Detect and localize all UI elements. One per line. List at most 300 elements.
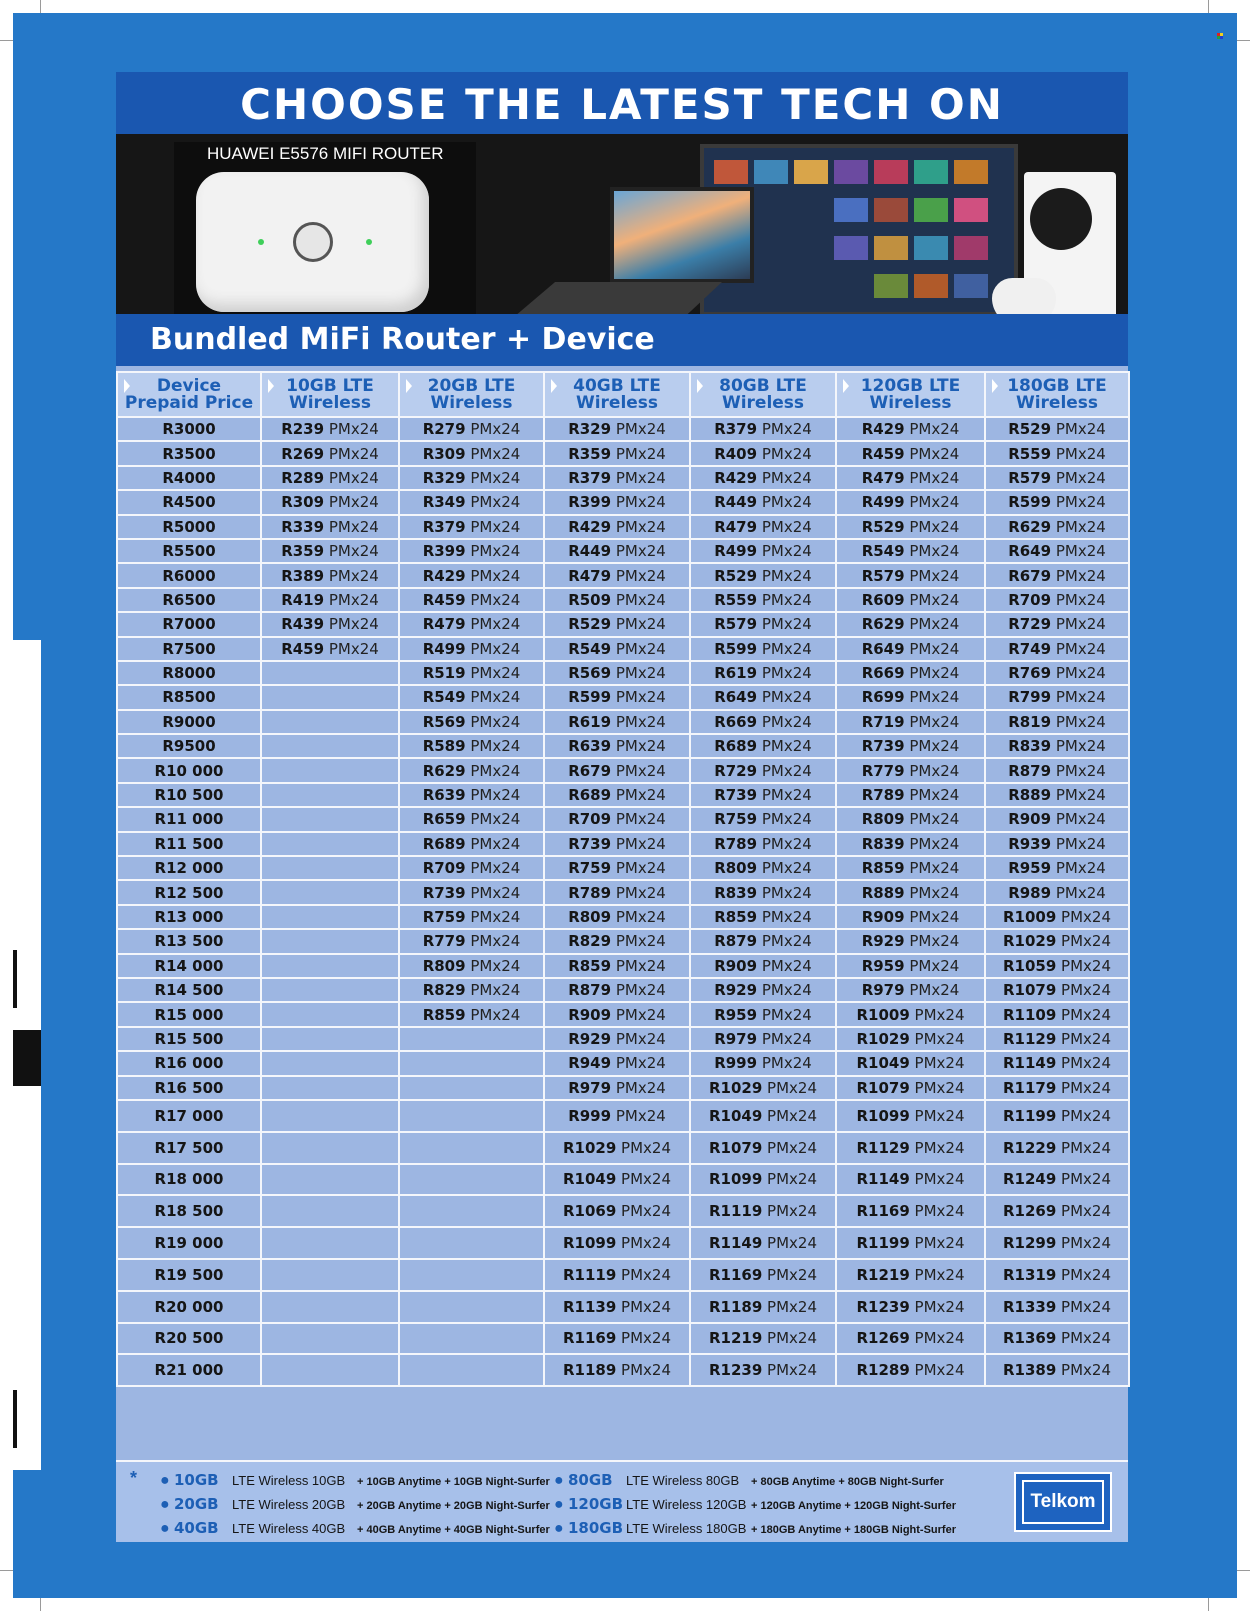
- monthly-price-cell: [261, 1195, 399, 1227]
- term-suffix: PMx24: [1051, 468, 1106, 487]
- term-suffix: PMx24: [324, 493, 379, 512]
- term-suffix: PMx24: [465, 1005, 521, 1024]
- monthly-price-value: R529: [568, 615, 612, 634]
- column-header-plan: [690, 372, 836, 417]
- monthly-price-cell: [836, 1051, 985, 1075]
- header-label-line: Wireless: [721, 392, 805, 413]
- term-suffix: PMx24: [904, 542, 960, 561]
- tv-tile: [754, 160, 788, 184]
- term-suffix: PMx24: [1056, 1297, 1112, 1316]
- console-vent: [1030, 188, 1092, 250]
- column-header-plan: [399, 372, 544, 417]
- term-suffix: PMx24: [1051, 566, 1106, 585]
- monthly-price-value: R1169: [856, 1202, 910, 1221]
- monthly-price-cell: [836, 1027, 985, 1051]
- table-row: [117, 783, 1129, 807]
- monthly-price-cell: [399, 905, 544, 929]
- term-suffix: PMx24: [465, 834, 521, 853]
- term-suffix: PMx24: [1056, 1202, 1112, 1221]
- monthly-price-value: R429: [422, 566, 466, 585]
- term-suffix: PMx24: [757, 542, 812, 561]
- term-suffix: PMx24: [1056, 981, 1112, 1000]
- term-suffix: PMx24: [757, 590, 812, 609]
- term-suffix: PMx24: [757, 981, 812, 1000]
- term-suffix: PMx24: [762, 1297, 818, 1316]
- monthly-price-value: R339: [281, 517, 325, 536]
- monthly-price-cell: [985, 1051, 1129, 1075]
- term-suffix: PMx24: [757, 493, 812, 512]
- monthly-price-value: R1119: [708, 1202, 763, 1221]
- device-price-cell: R15 000: [117, 1002, 261, 1026]
- monthly-price-value: R1099: [562, 1234, 617, 1253]
- monthly-price-value: R1009: [1002, 908, 1057, 926]
- monthly-price-cell: [261, 588, 399, 612]
- monthly-price-value: R759: [714, 810, 758, 829]
- monthly-price-cell: [836, 441, 985, 465]
- monthly-price-cell: [544, 1291, 690, 1323]
- header-label-line: Wireless: [430, 392, 513, 413]
- monthly-price-value: R579: [861, 566, 905, 585]
- table-row: [117, 563, 1129, 587]
- monthly-price-value: R309: [422, 444, 466, 463]
- term-suffix: PMx24: [757, 761, 812, 780]
- table-row: [117, 710, 1129, 734]
- monthly-price-cell: [836, 1291, 985, 1323]
- monthly-price-cell: [836, 1195, 985, 1227]
- monthly-price-value: R529: [1008, 420, 1052, 439]
- monthly-price-cell: [690, 905, 836, 929]
- monthly-price-cell: [399, 856, 544, 880]
- term-suffix: PMx24: [465, 493, 521, 512]
- table-row: [117, 1323, 1129, 1355]
- tv-tile: [914, 160, 948, 184]
- table-row: [117, 1354, 1129, 1386]
- term-suffix: PMx24: [616, 1170, 672, 1189]
- monthly-price-cell: [836, 1354, 985, 1386]
- monthly-price-cell: [261, 1354, 399, 1386]
- term-suffix: PMx24: [465, 420, 521, 439]
- monthly-price-value: R859: [861, 859, 905, 878]
- term-suffix: PMx24: [909, 1202, 965, 1221]
- term-suffix: PMx24: [909, 1106, 965, 1125]
- monthly-price-value: R689: [568, 786, 612, 805]
- monthly-price-cell: [261, 905, 399, 929]
- monthly-price-value: R779: [861, 761, 905, 780]
- monthly-price-value: R289: [281, 468, 325, 487]
- header-label-line: Wireless: [288, 392, 372, 413]
- term-suffix: PMx24: [465, 908, 521, 926]
- monthly-price-value: R649: [861, 639, 905, 658]
- table-row: [117, 880, 1129, 904]
- monthly-price-cell: [690, 466, 836, 490]
- legend-extra: + 40GB Anytime + 40GB Night-Surfer: [357, 1524, 550, 1536]
- monthly-price-cell: [985, 1002, 1129, 1026]
- monthly-price-cell: [836, 661, 985, 685]
- term-suffix: PMx24: [757, 883, 812, 902]
- legend: [116, 1460, 1128, 1542]
- term-suffix: PMx24: [904, 420, 960, 439]
- monthly-price-value: R909: [1008, 810, 1052, 829]
- header-label-line: Prepaid Price: [124, 392, 254, 413]
- monthly-price-value: R1189: [562, 1361, 617, 1380]
- term-suffix: PMx24: [909, 1054, 965, 1073]
- monthly-price-cell: [985, 685, 1129, 709]
- term-suffix: PMx24: [465, 883, 521, 902]
- table-row: [117, 1132, 1129, 1164]
- header-arrow-icon: [124, 379, 130, 393]
- device-price-cell: R20 500: [117, 1323, 261, 1355]
- monthly-price-value: R1219: [708, 1329, 763, 1348]
- monthly-price-cell: [261, 1002, 399, 1026]
- monthly-price-value: R279: [422, 420, 466, 439]
- term-suffix: PMx24: [762, 1078, 818, 1097]
- monthly-price-cell: [836, 1164, 985, 1196]
- term-suffix: PMx24: [1051, 859, 1106, 878]
- legend-extra: + 20GB Anytime + 20GB Night-Surfer: [357, 1500, 550, 1512]
- monthly-price-cell: [985, 1100, 1129, 1132]
- device-price-cell: R15 500: [117, 1027, 261, 1051]
- term-suffix: PMx24: [611, 1054, 666, 1073]
- term-suffix: PMx24: [909, 1005, 965, 1024]
- monthly-price-cell: [399, 783, 544, 807]
- device-price-cell: R12 500: [117, 880, 261, 904]
- device-price-cell: R10 500: [117, 783, 261, 807]
- monthly-price-value: R789: [714, 834, 758, 853]
- legend-plan-name: LTE Wireless 120GB: [626, 1497, 747, 1512]
- monthly-price-cell: [690, 856, 836, 880]
- monthly-price-value: R1219: [856, 1265, 910, 1284]
- monthly-price-value: R709: [422, 859, 466, 878]
- monthly-price-cell: [985, 1132, 1129, 1164]
- term-suffix: PMx24: [1056, 932, 1112, 951]
- monthly-price-value: R1079: [708, 1138, 763, 1157]
- header-arrow-icon: [406, 379, 412, 393]
- term-suffix: PMx24: [1051, 615, 1106, 634]
- monthly-price-value: R1129: [1002, 1029, 1057, 1048]
- monthly-price-cell: [261, 515, 399, 539]
- monthly-price-value: R959: [1008, 859, 1052, 878]
- term-suffix: PMx24: [324, 468, 379, 487]
- monthly-price-value: R499: [861, 493, 905, 512]
- monthly-price-value: R739: [714, 786, 758, 805]
- monthly-price-value: R1049: [562, 1170, 617, 1189]
- legend-size: 80GB: [568, 1471, 613, 1489]
- monthly-price-cell: [836, 832, 985, 856]
- monthly-price-cell: [836, 588, 985, 612]
- tv-tile: [794, 160, 828, 184]
- term-suffix: PMx24: [1051, 688, 1106, 707]
- term-suffix: PMx24: [1056, 1329, 1112, 1348]
- legend-plan-name: LTE Wireless 80GB: [626, 1473, 740, 1488]
- monthly-price-value: R809: [714, 859, 758, 878]
- brand-name: Telkom: [1022, 1480, 1104, 1524]
- monthly-price-value: R729: [714, 761, 758, 780]
- monthly-price-cell: [836, 637, 985, 661]
- monthly-price-cell: [544, 978, 690, 1002]
- monthly-price-value: R1299: [1002, 1234, 1057, 1253]
- monthly-price-cell: [690, 417, 836, 441]
- monthly-price-value: R809: [422, 956, 466, 975]
- monthly-price-cell: [399, 441, 544, 465]
- device-price-cell: R5000: [117, 515, 261, 539]
- monthly-price-value: R509: [568, 590, 612, 609]
- monthly-price-value: R1049: [856, 1054, 910, 1073]
- legend-item: [554, 1516, 956, 1540]
- monthly-price-cell: [985, 1227, 1129, 1259]
- table-row: [117, 1195, 1129, 1227]
- monthly-price-value: R809: [861, 810, 905, 829]
- monthly-price-value: R429: [714, 468, 758, 487]
- monthly-price-cell: [690, 1164, 836, 1196]
- monthly-price-cell: [399, 515, 544, 539]
- device-price-cell: R16 500: [117, 1076, 261, 1100]
- monthly-price-cell: [836, 880, 985, 904]
- monthly-price-value: R459: [422, 590, 466, 609]
- term-suffix: PMx24: [465, 932, 521, 951]
- monthly-price-cell: [836, 758, 985, 782]
- monthly-price-value: R789: [568, 883, 612, 902]
- monthly-price-value: R1099: [856, 1106, 910, 1125]
- monthly-price-cell: [690, 1076, 836, 1100]
- legend-plan-name: LTE Wireless 180GB: [626, 1521, 747, 1536]
- monthly-price-value: R669: [861, 664, 905, 683]
- monthly-price-value: R639: [568, 737, 612, 756]
- monthly-price-cell: [836, 417, 985, 441]
- monthly-price-value: R549: [422, 688, 466, 707]
- bullet-icon: ●: [554, 1496, 564, 1513]
- term-suffix: PMx24: [465, 761, 521, 780]
- monthly-price-cell: [399, 832, 544, 856]
- monthly-price-value: R359: [281, 542, 325, 561]
- monthly-price-value: R389: [281, 566, 325, 585]
- term-suffix: PMx24: [324, 542, 379, 561]
- table-row: [117, 978, 1129, 1002]
- monthly-price-value: R439: [281, 615, 325, 634]
- term-suffix: PMx24: [904, 786, 960, 805]
- term-suffix: PMx24: [465, 566, 521, 585]
- monthly-price-value: R499: [714, 542, 758, 561]
- monthly-price-cell: [836, 539, 985, 563]
- term-suffix: PMx24: [1056, 1361, 1112, 1380]
- term-suffix: PMx24: [757, 1054, 812, 1073]
- term-suffix: PMx24: [762, 1234, 818, 1253]
- term-suffix: PMx24: [1056, 1005, 1112, 1024]
- monthly-price-value: R1199: [1002, 1106, 1057, 1125]
- monthly-price-value: R549: [568, 639, 612, 658]
- monthly-price-cell: [690, 661, 836, 685]
- table-row: [117, 612, 1129, 636]
- term-suffix: PMx24: [324, 639, 379, 658]
- device-price-cell: R13 000: [117, 905, 261, 929]
- legend-star: *: [130, 1468, 138, 1488]
- term-suffix: PMx24: [904, 883, 960, 902]
- page-title: CHOOSE THE LATEST TECH ON: [240, 80, 1004, 129]
- monthly-price-cell: [836, 490, 985, 514]
- term-suffix: PMx24: [909, 1234, 965, 1253]
- monthly-price-value: R819: [1008, 712, 1052, 731]
- term-suffix: PMx24: [904, 956, 960, 975]
- monthly-price-cell: [399, 661, 544, 685]
- monthly-price-cell: [690, 1100, 836, 1132]
- bullet-icon: ●: [554, 1520, 564, 1537]
- monthly-price-cell: [690, 588, 836, 612]
- monthly-price-value: R559: [1008, 444, 1052, 463]
- term-suffix: PMx24: [611, 883, 666, 902]
- table-row: [117, 807, 1129, 831]
- device-price-cell: R7000: [117, 612, 261, 636]
- table-row: [117, 417, 1129, 441]
- monthly-price-value: R979: [714, 1029, 758, 1048]
- table-row: [117, 661, 1129, 685]
- term-suffix: PMx24: [465, 712, 521, 731]
- monthly-price-cell: [836, 1100, 985, 1132]
- monthly-price-cell: [985, 1027, 1129, 1051]
- term-suffix: PMx24: [465, 859, 521, 878]
- monthly-price-cell: [690, 563, 836, 587]
- term-suffix: PMx24: [616, 1234, 672, 1253]
- monthly-price-cell: [985, 710, 1129, 734]
- monthly-price-value: R739: [861, 737, 905, 756]
- term-suffix: PMx24: [465, 468, 521, 487]
- device-price-cell: R13 500: [117, 929, 261, 953]
- monthly-price-cell: [836, 734, 985, 758]
- monthly-price-value: R649: [714, 688, 758, 707]
- monthly-price-cell: [836, 783, 985, 807]
- term-suffix: PMx24: [1051, 834, 1106, 853]
- monthly-price-cell: [836, 1076, 985, 1100]
- monthly-price-cell: [544, 490, 690, 514]
- term-suffix: PMx24: [904, 859, 960, 878]
- monthly-price-cell: [836, 954, 985, 978]
- monthly-price-value: R1029: [708, 1078, 763, 1097]
- term-suffix: PMx24: [1051, 444, 1106, 463]
- term-suffix: PMx24: [611, 444, 666, 463]
- monthly-price-value: R399: [422, 542, 466, 561]
- monthly-price-value: R679: [568, 761, 612, 780]
- legend-extra: + 120GB Anytime + 120GB Night-Surfer: [751, 1500, 956, 1512]
- tv-tile: [914, 274, 948, 298]
- device-price-cell: R14 500: [117, 978, 261, 1002]
- monthly-price-cell: [690, 832, 836, 856]
- price-table: [116, 371, 1128, 1387]
- tv-tile: [914, 236, 948, 260]
- device-price-cell: R20 000: [117, 1291, 261, 1323]
- term-suffix: PMx24: [616, 1265, 672, 1284]
- term-suffix: PMx24: [904, 834, 960, 853]
- header-arrow-icon: [992, 379, 998, 393]
- header-label-line: 40GB LTE: [573, 375, 661, 396]
- legend-size: 10GB: [174, 1471, 219, 1489]
- device-price-cell: R9500: [117, 734, 261, 758]
- monthly-price-value: R1239: [708, 1361, 763, 1380]
- monthly-price-value: R529: [861, 517, 905, 536]
- term-suffix: PMx24: [616, 1329, 672, 1348]
- term-suffix: PMx24: [611, 786, 666, 805]
- monthly-price-cell: [690, 612, 836, 636]
- header-arrow-icon: [843, 379, 849, 393]
- tv-tile: [874, 274, 908, 298]
- term-suffix: PMx24: [465, 542, 521, 561]
- monthly-price-cell: [399, 734, 544, 758]
- price-grid: [116, 371, 1130, 1387]
- monthly-price-cell: [836, 905, 985, 929]
- term-suffix: PMx24: [757, 932, 812, 951]
- term-suffix: PMx24: [757, 468, 812, 487]
- monthly-price-cell: [399, 1076, 544, 1100]
- column-header-plan: [985, 372, 1129, 417]
- monthly-price-value: R519: [422, 664, 466, 683]
- term-suffix: PMx24: [465, 810, 521, 829]
- monthly-price-cell: [690, 710, 836, 734]
- header-label-line: Wireless: [575, 392, 659, 413]
- monthly-price-cell: [836, 1323, 985, 1355]
- monthly-price-cell: [261, 563, 399, 587]
- monthly-price-cell: [690, 515, 836, 539]
- term-suffix: PMx24: [762, 1329, 818, 1348]
- monthly-price-value: R809: [568, 908, 612, 926]
- monthly-price-cell: [544, 783, 690, 807]
- term-suffix: PMx24: [611, 493, 666, 512]
- monthly-price-cell: [836, 1132, 985, 1164]
- term-suffix: PMx24: [904, 810, 960, 829]
- term-suffix: PMx24: [324, 615, 379, 634]
- term-suffix: PMx24: [1051, 590, 1106, 609]
- monthly-price-value: R879: [714, 932, 758, 951]
- legend-item: [160, 1516, 550, 1540]
- monthly-price-cell: [690, 783, 836, 807]
- monthly-price-value: R379: [422, 517, 466, 536]
- term-suffix: PMx24: [762, 1106, 818, 1125]
- monthly-price-cell: [690, 441, 836, 465]
- term-suffix: PMx24: [757, 444, 812, 463]
- top-banner: [116, 72, 1128, 134]
- term-suffix: PMx24: [1056, 908, 1112, 926]
- monthly-price-cell: [261, 539, 399, 563]
- header-label-line: 80GB LTE: [719, 375, 807, 396]
- header-label-line: 180GB LTE: [1007, 375, 1107, 396]
- table-row: [117, 490, 1129, 514]
- table-row: [117, 441, 1129, 465]
- monthly-price-value: R1249: [1002, 1170, 1057, 1189]
- monthly-price-value: R959: [714, 1005, 758, 1024]
- monthly-price-cell: [985, 954, 1129, 978]
- monthly-price-cell: [985, 441, 1129, 465]
- monthly-price-cell: [544, 1027, 690, 1051]
- monthly-price-cell: [399, 1259, 544, 1291]
- monthly-price-cell: [690, 1195, 836, 1227]
- term-suffix: PMx24: [616, 1297, 672, 1316]
- monthly-price-value: R689: [714, 737, 758, 756]
- monthly-price-value: R589: [422, 737, 466, 756]
- monthly-price-cell: [690, 490, 836, 514]
- monthly-price-value: R839: [1008, 737, 1052, 756]
- monthly-price-cell: [690, 1002, 836, 1026]
- bullet-icon: ●: [160, 1472, 170, 1489]
- table-row: [117, 466, 1129, 490]
- device-price-cell: R8000: [117, 661, 261, 685]
- monthly-price-cell: [399, 417, 544, 441]
- monthly-price-cell: [690, 734, 836, 758]
- monthly-price-value: R699: [861, 688, 905, 707]
- term-suffix: PMx24: [909, 1078, 965, 1097]
- monthly-price-cell: [985, 1291, 1129, 1323]
- tv-tile: [954, 274, 988, 298]
- monthly-price-value: R939: [1008, 834, 1052, 853]
- legend-item: [554, 1468, 944, 1492]
- term-suffix: PMx24: [324, 420, 379, 439]
- monthly-price-cell: [261, 856, 399, 880]
- monthly-price-cell: [544, 1100, 690, 1132]
